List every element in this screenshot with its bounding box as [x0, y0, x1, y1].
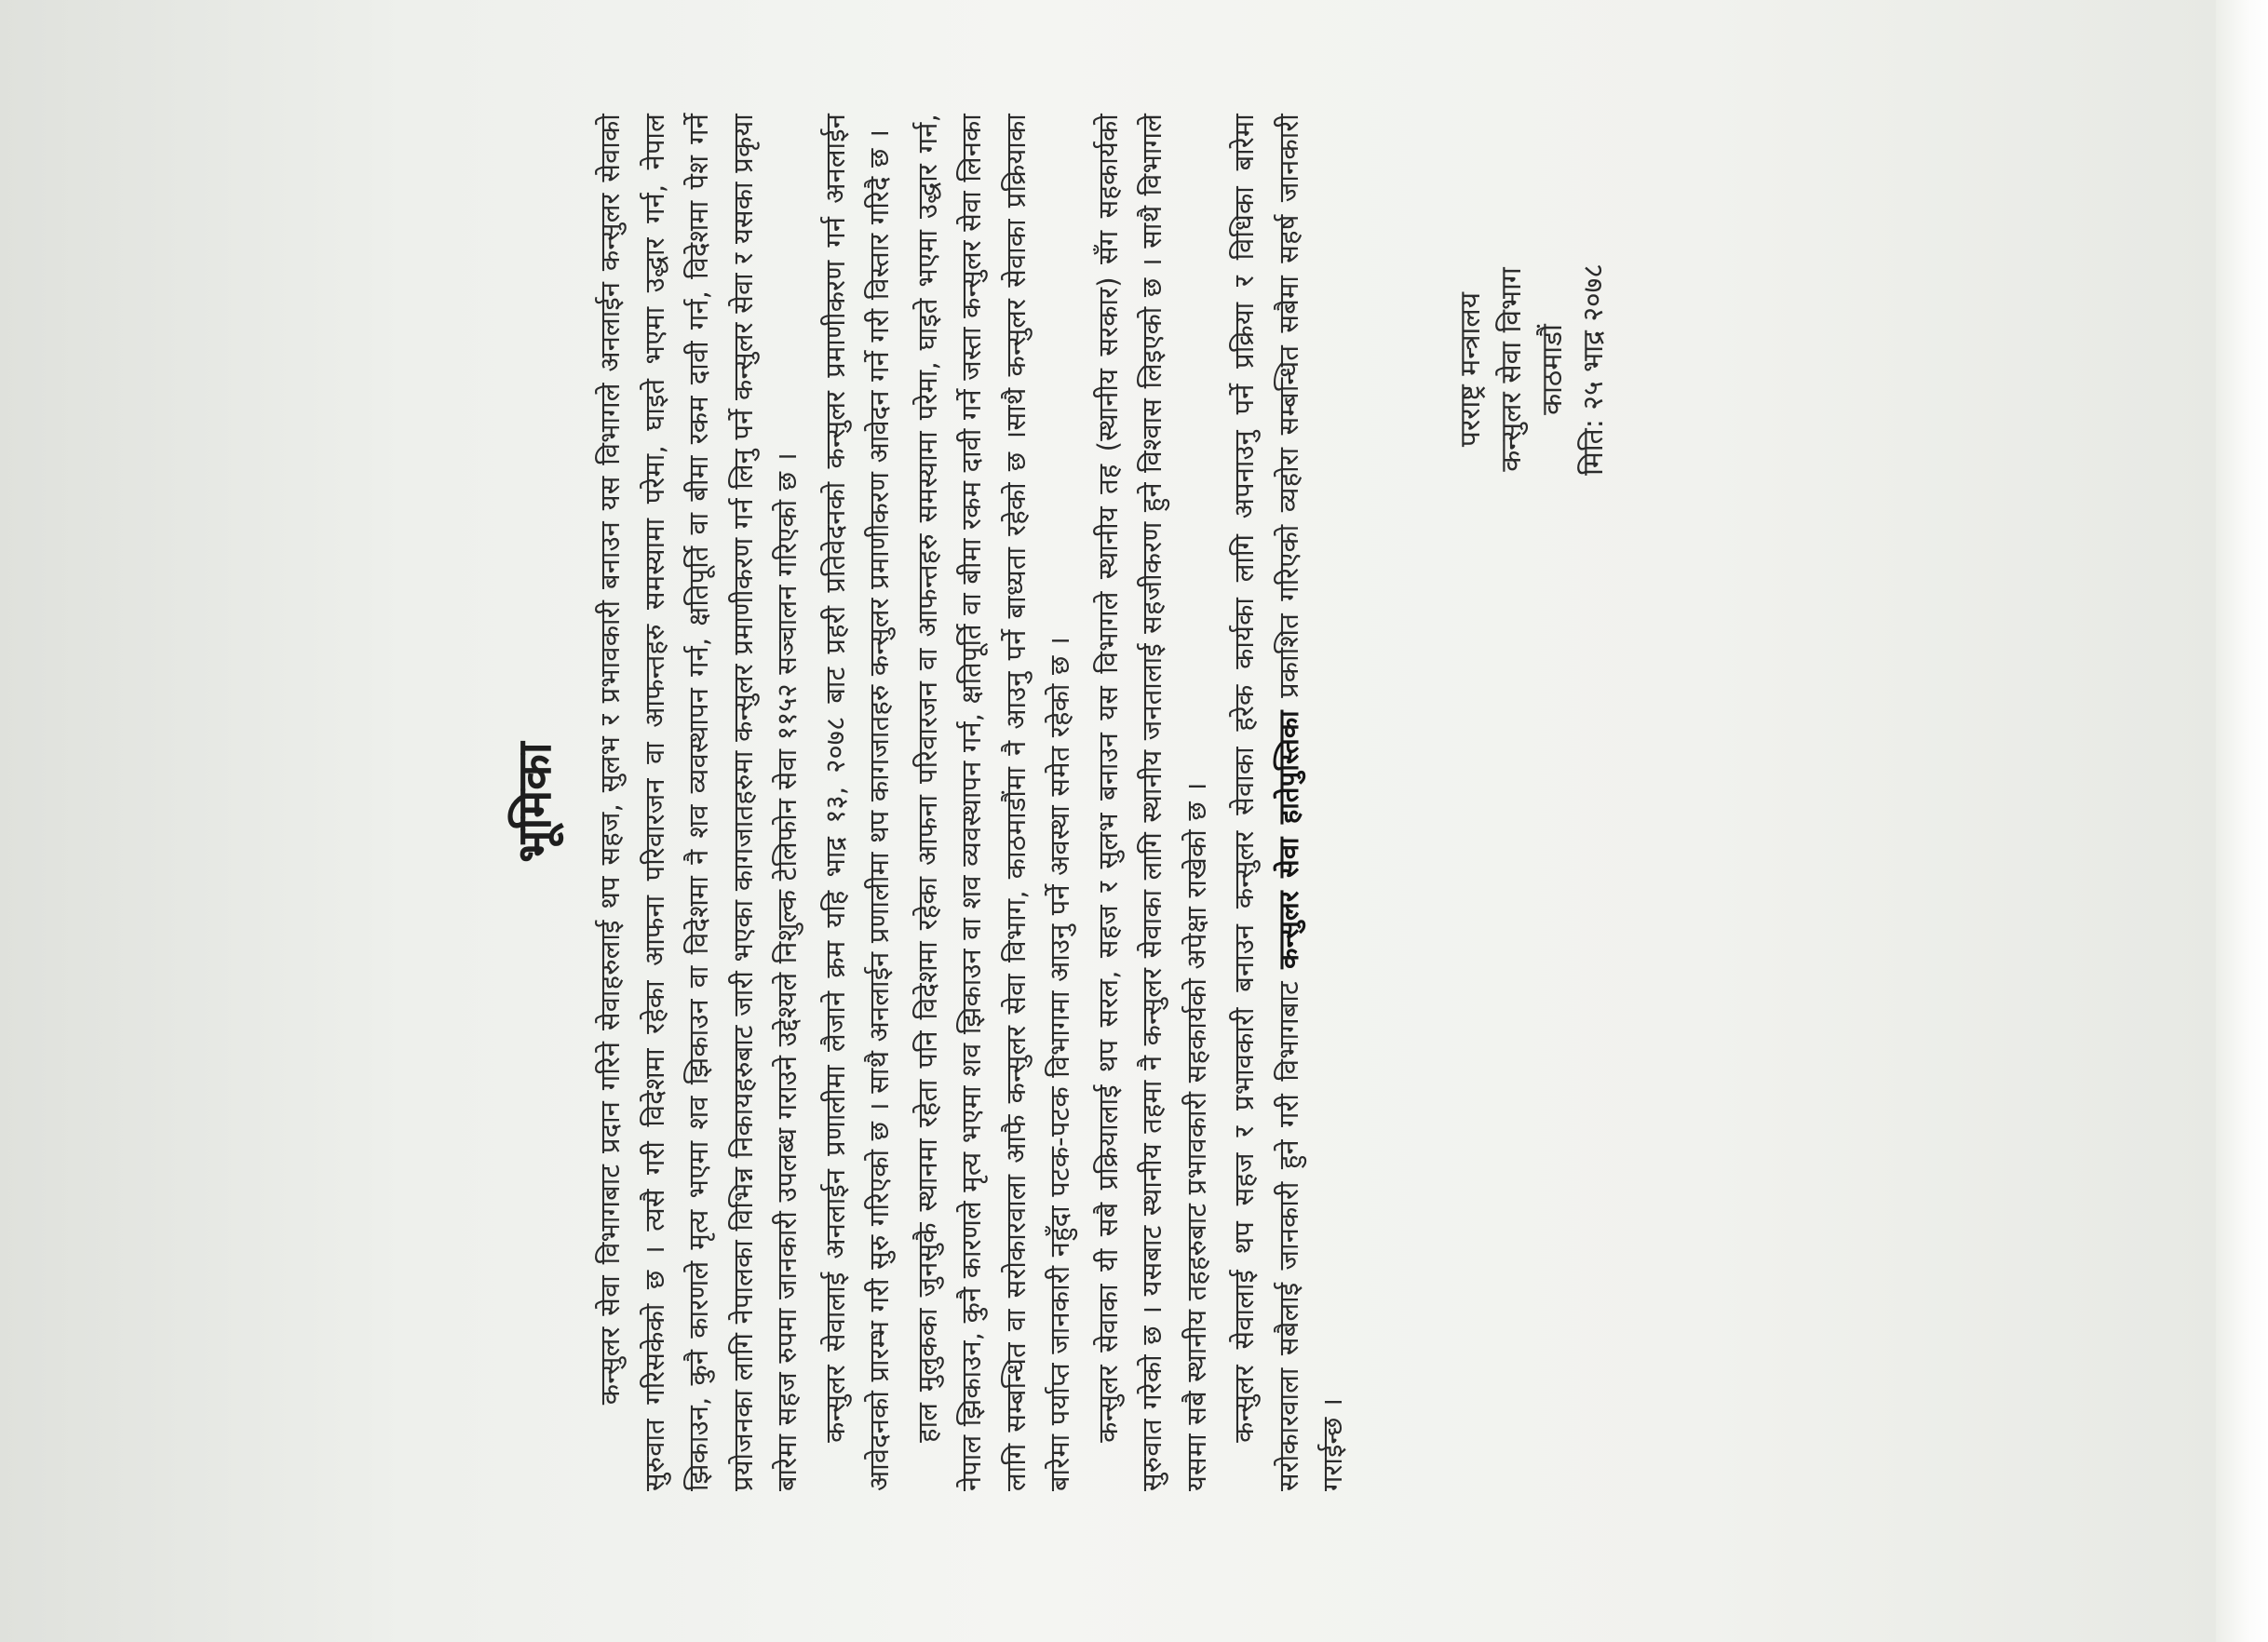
- paragraph-intro: कन्सुलर सेवा विभागबाट प्रदान गरिने सेवाहरुलाई थप सहज, सुलभ र प्रभावकारी बनाउन यस विभागले अनलाईन कन्सुलर सेवाको सुरुवात गरिसकेको छ । त्यसै गरी विदेशमा रहेका आफना परिवारजन वा आफन्तहरु समस्यामा परेमा, घाइते भएमा उद्धार गर्न, नेपाल झिकाउन, कुनै कारणले मृत्य भएमा शव झिकाउन वा विदेशमा नै शव व्यवस्थापन गर्न, क्षतिपूर्ति वा बीमा रकम दावी गर्न, विदेशमा पेश गर्ने प्रयोजनका लागि नेपालका विभिन्न निकायहरुबाट जारी भएका कागजातहरुमा कन्सुलर प्रमाणीकरण गर्न लिनु पर्ने कन्सुलर सेवा र यसका प्रकृया बारेमा सहज रुपमा जानकारी उपलब्ध गराउने उद्देश्यले निशुल्क टेलिफोन सेवा ११५२ सञ्चालन गरिएको छ ।: [594, 114, 803, 1491]
- document-title: भूमिका: [507, 742, 561, 863]
- signature-date: मिति: २५ भाद्र २०७८: [1577, 263, 1610, 476]
- paragraph-local-government: कन्सुलर सेवाका यी सबै प्रक्रियालाई थप सरल, सहज र सुलभ बनाउन यस विभागले स्थानीय तह (स्थानीय सरकार) सँग सहकार्यको सुरुवात गरेको छ । यसबाट स्थानीय तहमा नै कन्सुलर सेवाका लागि स्थानीय जनतालाई सहजीकरण हुने विश्वास लिइएको छ । साथै विभागले यसमा सबै स्थानीय तहहरुबाट प्रभावकारी सहकार्यको अपेक्षा राखेको छ ।: [1091, 114, 1212, 1491]
- signature-department: कन्सुलर सेवा विभाग: [1495, 267, 1528, 472]
- paper-edge: [2216, 0, 2268, 1642]
- signature-city: काठमाडौं: [1536, 324, 1569, 415]
- handbook-text-2: प्रकाशित गरिएको व्यहोरा सम्बन्धित सबैमा सहर्ष जानकारी गराईन्छ ।: [1272, 114, 1348, 1491]
- paragraph-handbook: [1222, 114, 1356, 1491]
- handbook-text-1: कन्सुलर सेवालाई थप सहज र प्रभावकारी बनाउन कन्सुलर सेवाका हरेक कार्यका लागि अपनाउनु पर्ने प्रक्रिया र विधिका बारेमा सरोकारवाला सबैलाई जानकारी हुने गरी विभागबाट: [1228, 114, 1304, 1491]
- handbook-title: कन्सुलर सेवा हातेपुस्तिका: [1272, 710, 1304, 969]
- signature-block: [1451, 151, 1614, 588]
- paragraph-current-situation: हाल मुलुकका जुनसुकै स्थानमा रहेता पनि विदेशमा रहेका आफना परिवारजन वा आफन्तहरु समस्यामा परेमा, घाइते भएमा उद्धार गर्न, नेपाल झिकाउन, कुनै कारणले मृत्य भएमा शव झिकाउन वा शव व्यवस्थापन गर्न, क्षतिपूर्ति वा बीमा रकम दावी गर्ने जस्ता कन्सुलर सेवा लिनका लागि सम्बन्धित वा सरोकारवाला आफै कन्सुलर सेवा विभाग, काठमाडौंमा नै आउनु पर्ने बाध्यता रहेको छ ।साथै कन्सुलर सेवाका प्रक्रियाका बारेमा पर्याप्त जानकारी नहुँदा पटक-पटक विभागमा आउनु पर्ने अवस्था समेत रहेको छ ।: [911, 114, 1075, 1491]
- document-page: [501, 114, 2046, 1491]
- signature-ministry: परराष्ट्र मन्त्रालय: [1454, 291, 1487, 448]
- paragraph-online-service: कन्सुलर सेवालाई अनलाईन प्रणालीमा लैजाने क्रम यहि भाद्र १३, २०७८ बाट प्रहरी प्रतिवेदनको कन्सुलर प्रमाणीकरण गर्न अनलाईन आवेदनको प्रारम्भ गरी सुरु गरिएको छ । साथै अनलाईन प्रणालीमा थप कागजातहरु कन्सुलर प्रमाणीकरण आवेदन गर्ने गरी विस्तार गरिदै छ ।: [818, 114, 895, 1491]
